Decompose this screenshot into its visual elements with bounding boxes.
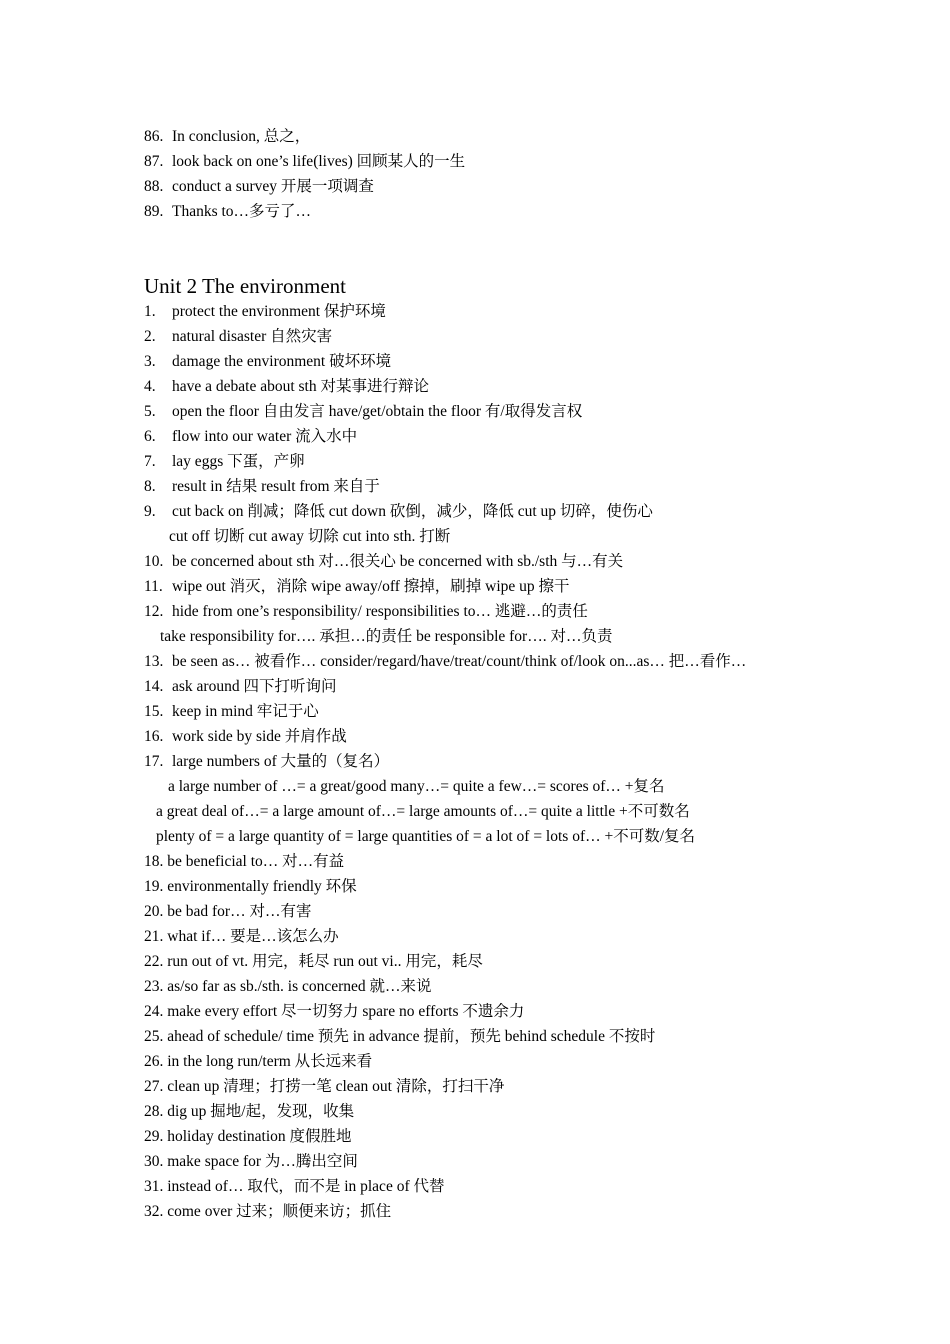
item-text: be concerned about sth 对…很关心 be concerned with sb./sth 与…有关 [172,553,624,570]
item-text: 26. in the long run/term 从长远来看 [144,1053,373,1070]
item-number: 89. [144,203,164,220]
item-number: 4. [144,378,156,395]
item-text: open the floor 自由发言 have/get/obtain the floor 有/取得发言权 [172,403,583,420]
item-text: flow into our water 流入水中 [172,428,358,445]
item-number: 13. [144,653,164,670]
previous-list [144,124,924,224]
item-text: protect the environment 保护环境 [172,303,386,320]
item-number: 15. [144,703,164,720]
item-text: cut off 切断 cut away 切除 cut into sth. 打断 [169,528,451,545]
item-number: 7. [144,453,156,470]
list-item [144,124,924,149]
item-text: a large number of …= a great/good many…= quite a few…= scores of… +复名 [168,778,665,795]
item-number: 3. [144,353,156,370]
list-item [144,974,924,999]
item-text: 18. be beneficial to… 对…有益 [144,853,345,870]
list-item [144,149,924,174]
item-number: 88. [144,178,164,195]
item-text: 32. come over 过来；顺便来访；抓住 [144,1203,392,1220]
item-text: 31. instead of… 取代，而不是 in place of 代替 [144,1178,445,1195]
item-number: 9. [144,503,156,520]
list-item [144,374,924,399]
list-item [144,949,924,974]
unit-section [144,273,924,1224]
list-item-continuation [144,824,924,849]
item-number: 17. [144,753,164,770]
list-item [144,1049,924,1074]
list-item [144,1074,924,1099]
list-item [144,849,924,874]
list-item [144,424,924,449]
item-text: lay eggs 下蛋，产卵 [172,453,305,470]
list-item [144,749,924,774]
list-item [144,899,924,924]
item-number: 87. [144,153,164,170]
list-item-continuation [144,524,924,549]
item-text: conduct a survey 开展一项调查 [172,178,374,195]
item-text: keep in mind 牢记于心 [172,703,319,720]
item-text: In conclusion, 总之， [172,128,311,145]
unit-title: Unit 2 The environment [144,274,346,298]
item-number: 8. [144,478,156,495]
list-item [144,399,924,424]
list-item [144,599,924,624]
item-text: look back on one’s life(lives) 回顾某人的一生 [172,153,466,170]
item-text: 19. environmentally friendly 环保 [144,878,357,895]
item-number: 12. [144,603,164,620]
list-item [144,1199,924,1224]
list-item [144,1024,924,1049]
item-number: 10. [144,553,164,570]
list-item [144,874,924,899]
item-text: 25. ahead of schedule/ time 预先 in advance 提前，预先 behind schedule 不按时 [144,1028,656,1045]
list-item [144,1099,924,1124]
item-text: take responsibility for…. 承担…的责任 be responsible for…. 对…负责 [160,628,613,645]
list-item [144,674,924,699]
list-item [144,699,924,724]
item-text: work side by side 并肩作战 [172,728,347,745]
list-item [144,199,924,224]
item-text: large numbers of 大量的（复名） [172,753,390,770]
item-text: result in 结果 result from 来自于 [172,478,380,495]
list-item [144,449,924,474]
list-item-continuation [144,774,924,799]
item-text: 27. clean up 清理；打捞一笔 clean out 清除，打扫干净 [144,1078,505,1095]
item-text: a great deal of…= a large amount of…= large amounts of…= quite a little +不可数名 [156,803,690,820]
list-item-continuation [144,624,924,649]
item-text: plenty of = a large quantity of = large quantities of = a lot of = lots of… +不可数/复名 [156,828,696,845]
list-item [144,574,924,599]
list-item [144,1174,924,1199]
item-text: hide from one’s responsibility/ responsibilities to… 逃避…的责任 [172,603,588,620]
item-text: 24. make every effort 尽一切努力 spare no efforts 不遗余力 [144,1003,525,1020]
list-item [144,724,924,749]
item-number: 14. [144,678,164,695]
list-item [144,349,924,374]
list-item [144,474,924,499]
item-text: cut back on 削减；降低 cut down 砍倒，减少，降低 cut up 切碎，使伤心 [172,503,653,520]
item-number: 11. [144,578,163,595]
list-item [144,549,924,574]
item-text: 23. as/so far as sb./sth. is concerned 就…来说 [144,978,432,995]
item-number: 6. [144,428,156,445]
list-item [144,324,924,349]
list-item [144,299,924,324]
item-text: 29. holiday destination 度假胜地 [144,1128,352,1145]
item-text: ask around 四下打听询问 [172,678,337,695]
item-text: be seen as… 被看作… consider/regard/have/treat/count/think of/look on...as… 把…看作… [172,653,747,670]
item-number: 1. [144,303,156,320]
item-text: 22. run out of vt. 用完，耗尽 run out vi.. 用完，耗尽 [144,953,483,970]
item-text: wipe out 消灭，消除 wipe away/off 擦掉，刷掉 wipe up 擦干 [172,578,570,595]
list-item [144,499,924,524]
item-text: natural disaster 自然灾害 [172,328,333,345]
item-text: 28. dig up 掘地/起，发现，收集 [144,1103,355,1120]
list-item [144,174,924,199]
list-item [144,1149,924,1174]
item-number: 5. [144,403,156,420]
item-text: have a debate about sth 对某事进行辩论 [172,378,429,395]
item-number: 16. [144,728,164,745]
list-item [144,649,924,674]
item-text: 30. make space for 为…腾出空间 [144,1153,358,1170]
item-text: damage the environment 破坏环境 [172,353,392,370]
item-text: 21. what if… 要是…该怎么办 [144,928,339,945]
item-number: 2. [144,328,156,345]
list-item-continuation [144,799,924,824]
item-text: Thanks to…多亏了… [172,203,312,220]
list-item [144,924,924,949]
list-item [144,999,924,1024]
item-text: 20. be bad for… 对…有害 [144,903,312,920]
item-number: 86. [144,128,164,145]
list-item [144,1124,924,1149]
